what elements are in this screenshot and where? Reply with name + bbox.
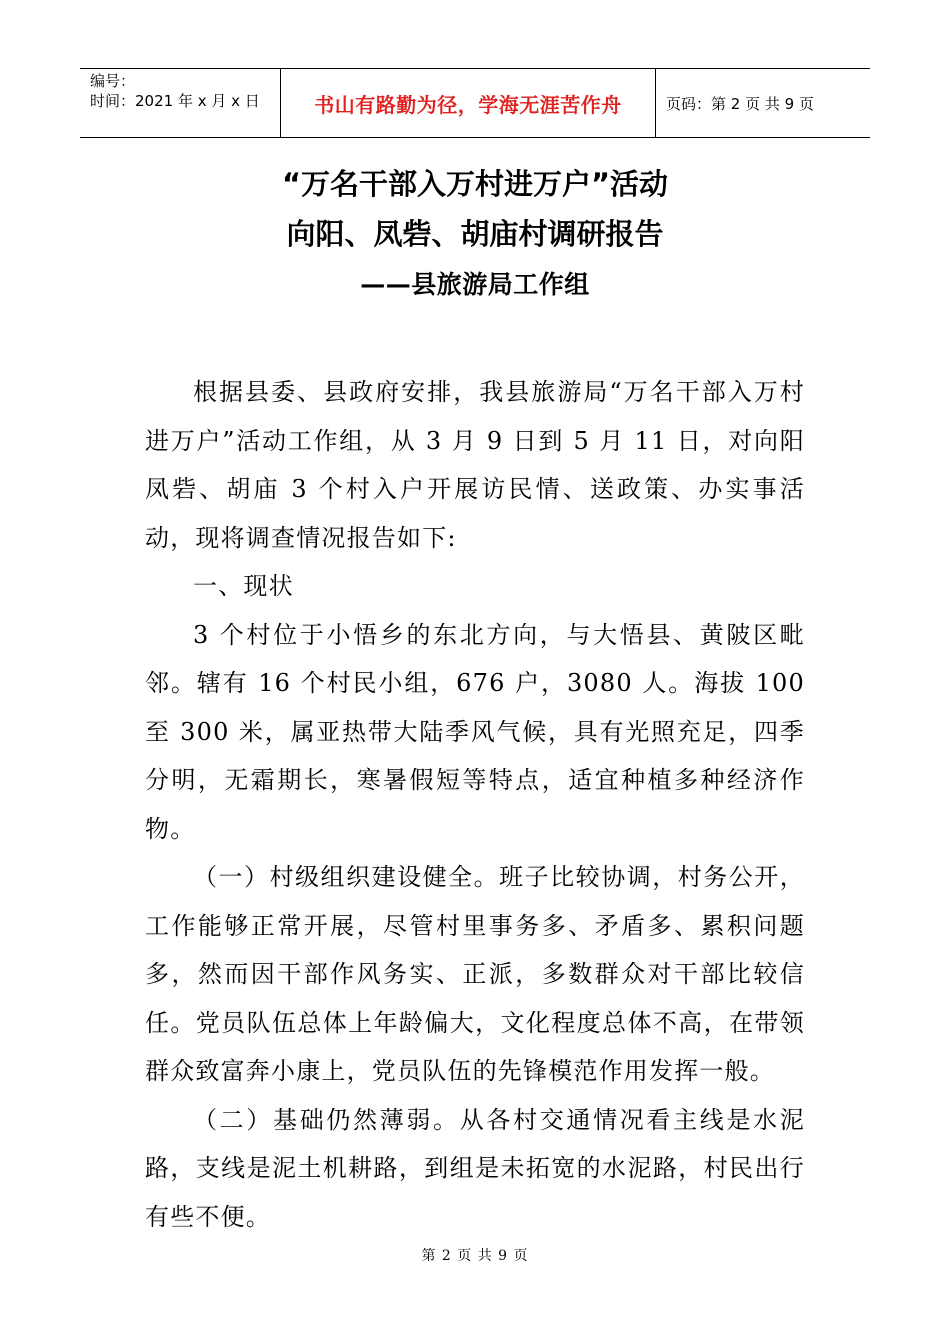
paragraph: 根据县委、县政府安排，我县旅游局“万名干部入万村进万户”活动工作组，从 3 月 9 日到 5 月 11 日，对向阳凤砦、胡庙 3 个村入户开展访民情、送政策、办实事活动，现将调查情况报告如下: — [145, 378, 805, 552]
paragraph: （二）基础仍然薄弱。从各村交通情况看主线是水泥路，支线是泥土机耕路，到组是未拓宽的水泥路，村民出行有些不便。 — [145, 1105, 805, 1231]
header-motto: 书山有路勤为径，学海无涯苦作舟 — [281, 69, 656, 137]
header-meta — [80, 69, 281, 137]
title-line-2: 向阳、凤砦、胡庙村调研报告 — [286, 217, 664, 251]
title-line-1: “万名干部入万村进万户”活动 — [281, 167, 669, 201]
section-heading: 一、现状 — [193, 572, 294, 600]
document-header — [80, 68, 870, 138]
document-body — [145, 368, 805, 1241]
page-footer: 第 2 页 共 9 页 — [421, 1248, 529, 1264]
paragraph: （一）村级组织建设健全。班子比较协调，村务公开，工作能够正常开展，尽管村里事务多、矛盾多、累积问题多，然而因干部作风务实、正派，多数群众对干部比较信任。党员队伍总体上年龄偏大，文化程度总体不高，在带领群众致富奔小康上，党员队伍的先锋模范作用发挥一般。 — [145, 863, 805, 1085]
header-page-info: 页码：第 2 页 共 9 页 — [666, 94, 814, 113]
time-label: 时间：2021 年 x 月 x 日 — [90, 92, 260, 110]
title-line-3: ——县旅游局工作组 — [360, 270, 590, 299]
number-label: 编号： — [90, 72, 136, 90]
paragraph: 3 个村位于小悟乡的东北方向，与大悟县、黄陂区毗邻。辖有 16 个村民小组，676 户，3080 人。海拔 100 至 300 米，属亚热带大陆季风气候，具有光照充足，四季分明，无霜期长，寒暑假短等特点，适宜种植多种经济作物。 — [145, 620, 805, 843]
